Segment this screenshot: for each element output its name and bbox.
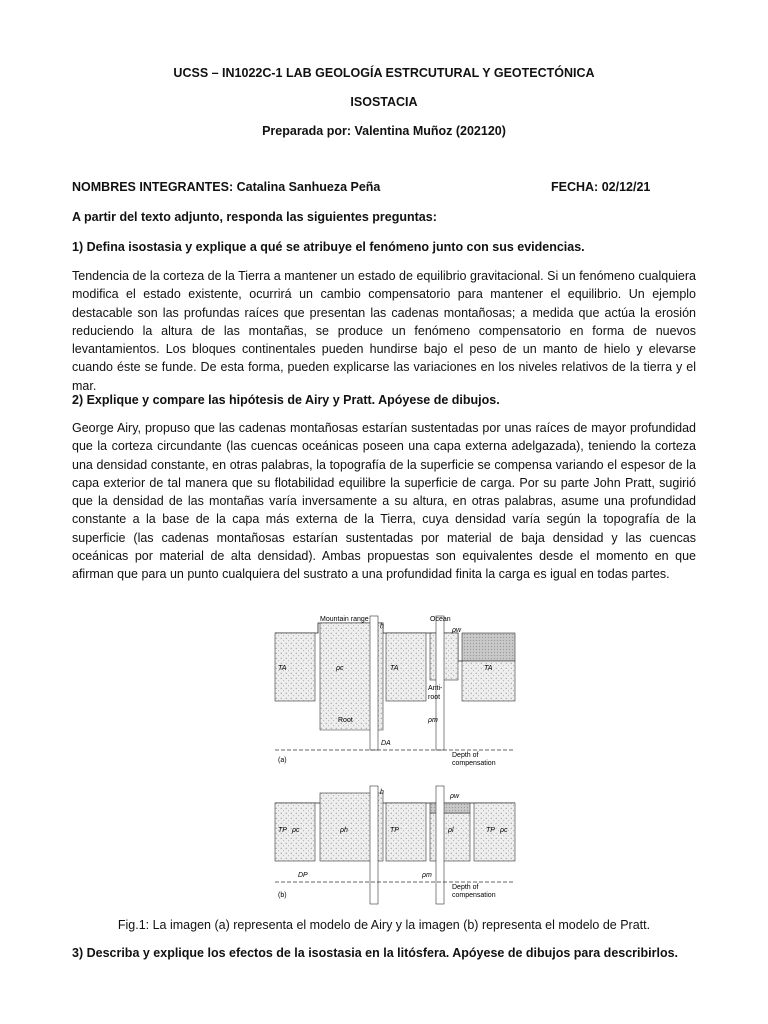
question-1: 1) Defina isostasia y explique a qué se atribuye el fenómeno junto con sus evidencias. [72,240,585,254]
label-rho-c-b: ρc [292,827,300,834]
label-d-b: DP [298,872,308,879]
label-rho-w-a: ρw [452,627,462,634]
members-label: NOMBRES INTEGRANTES: Catalina Sanhueza Peña [72,180,381,194]
label-anti-root: root [428,694,441,701]
label-tp-mid: TP [390,827,399,834]
label-d-a: DA [381,740,391,747]
label-panel-b: (b) [278,892,287,899]
prepared-by: Preparada por: Valentina Muñoz (202120) [262,124,506,138]
label-depth-of-a: Depth of [452,752,479,759]
label-ocean: Ocean [430,616,451,623]
isostasy-figure [250,612,530,912]
label-rho-c-b2: ρc [500,827,508,834]
label-panel-a: (a) [278,757,287,764]
label-rho-m-a: ρm [428,717,438,724]
label-ta-left: TA [278,665,287,672]
figure-caption: Fig.1: La imagen (a) representa el modelo de Airy y la imagen (b) representa el modelo de Pratt. [117,918,651,932]
course-title: UCSS – IN1022C-1 LAB GEOLOGÍA ESTRCUTURAL Y GEOTECTÓNICA [173,66,595,80]
label-compensation-b: compensation [452,892,496,899]
label-h-a: h [380,623,384,630]
label-rho-w-b: ρw [450,793,460,800]
answer-2: George Airy, propuso que las cadenas montañosas estarían sustentadas por unas raíces de mayor profundidad que la corteza circundante (las cuencas oceánicas poseen una capa externa adelgazada), teniendo la corteza una densidad constante, en otras palabras, la topografía de la superficie se compensa variando el espesor de la capa exterior de tal manera que su flotabilidad equilibre la superficie de carga. Por su parte John Pratt, sugirió que la densidad de las montañas varía inversamente a su altura, en otras palabras, asume una profundidad constante a la base de la capa más externa de la Tierra, cuya densidad varía según la topografía de la superficie (las cadenas montañosas estarían sustentadas por material de baja densidad y las cuencas oceánicas por material de alta densidad). Ambas propuestas son equivalentes desde el momento en que afirman que para un punto cualquiera del sustrato a una profundidad finita la carga es igual en todas partes. [72,421,696,582]
pratt-panel [275,786,515,904]
meta-row [72,180,696,194]
question-2: 2) Explique y compare las hipótesis de Airy y Pratt. Apóyese de dibujos. [72,393,500,407]
document-title: ISOSTACIA [350,95,418,109]
airy-panel [275,616,515,767]
instructions: A partir del texto adjunto, responda las siguientes preguntas: [72,210,437,224]
answer-1: Tendencia de la corteza de la Tierra a mantener un estado de equilibrio gravitacional. Si un fenómeno cualquiera modifica el estado existente, ocurrirá un cambio compensatorio para mantener el equilibrio. Un ejemplo destacable son las profundas raíces que presentan las cadenas montañosas; a medida que actúa la erosión reduciendo la altura de las montañas, se produce un fenómeno compensatorio en forma de nuevos levantamientos. Los bloques continentales pueden hundirse bajo el peso de un manto de hielo y elevarse cuando éste se funde. De esta forma, pueden explicarse las variaciones en los niveles relativos de la tierra y el mar. [72,269,696,393]
label-root: Root [338,717,353,724]
label-compensation-a: compensation [452,760,496,767]
label-tp-left: TP [278,827,287,834]
label-rho-m-b: ρm [422,872,432,879]
label-ta-right: TA [484,665,493,672]
label-rho-c-a: ρc [336,665,344,672]
label-ta-mid: TA [390,665,399,672]
label-tp-right: TP [486,827,495,834]
label-depth-of-b: Depth of [452,884,479,891]
question-3: 3) Describa y explique los efectos de la isostasia en la litósfera. Apóyese de dibujos para describirlos. [72,946,679,960]
label-anti: Anti- [428,685,443,692]
label-rho-l: ρl [448,827,454,834]
label-h-b: h [380,789,384,796]
label-rho-h: ρh [340,827,348,834]
label-mountain-range: Mountain range [320,616,369,623]
date-label: FECHA: 02/12/21 [551,180,651,194]
